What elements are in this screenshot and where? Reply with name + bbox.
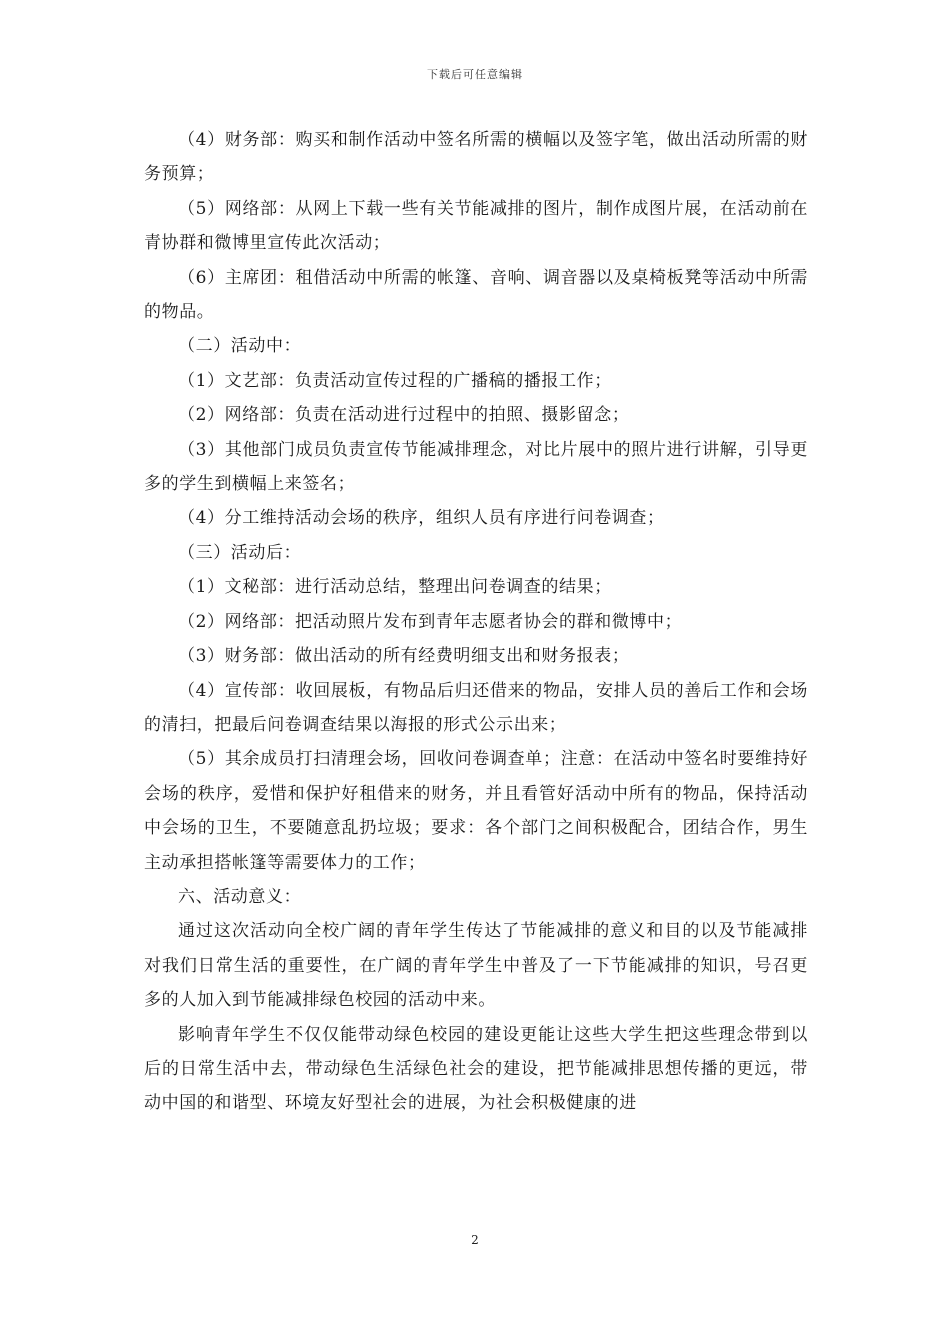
paragraph: （2）网络部：把活动照片发布到青年志愿者协会的群和微博中； (178, 611, 683, 632)
paragraph: 影响青年学生不仅仅能带动绿色校园的建设更能让这些大学生把这些理念带到以后的日常生活中去，带动绿色生活绿色社会的建设，把节能减排思想传播的更远，带动中国的和谐型、环境友好型社会的进展，为社会积极健康的进 (144, 1024, 808, 1114)
paragraph: （5）网络部：从网上下载一些有关节能减排的图片，制作成图片展，在活动前在青协群和微博里宣传此次活动； (144, 198, 808, 254)
section-heading: （二）活动中： (178, 336, 302, 357)
document-body (144, 123, 808, 1121)
paragraph: （1）文艺部：负责活动宣传过程的广播稿的播报工作； (178, 370, 612, 391)
paragraph: （4）财务部：购买和制作活动中签名所需的横幅以及签字笔，做出活动所需的财务预算； (144, 130, 808, 185)
paragraph: （1）文秘部：进行活动总结，整理出问卷调查的结果； (178, 577, 612, 598)
page-header: 下载后可任意编辑 (427, 68, 523, 81)
paragraph: （5）其余成员打扫清理会场，回收问卷调查单；注意：在活动中签名时要维持好会场的秩序，爱惜和保护好租借来的财务，并且看管好活动中所有的物品，保持活动中会场的卫生，不要随意乱扔垃圾；要求：各个部门之间积极配合，团结合作，男生主动承担搭帐篷等需要体力的工作； (144, 749, 808, 873)
paragraph: （3）其他部门成员负责宣传节能减排理念，对比片展中的照片进行讲解，引导更多的学生到横幅上来签名； (144, 439, 808, 495)
paragraph: （2）网络部：负责在活动进行过程中的拍照、摄影留念； (178, 405, 630, 426)
paragraph: （4）分工维持活动会场的秩序，组织人员有序进行问卷调查； (178, 508, 665, 529)
paragraph: （6）主席团：租借活动中所需的帐篷、音响、调音器以及桌椅板凳等活动中所需的物品。 (144, 267, 808, 323)
paragraph: （4）宣传部：收回展板，有物品后归还借来的物品，安排人员的善后工作和会场的清扫，把最后问卷调查结果以海报的形式公示出来； (144, 680, 808, 735)
paragraph: 通过这次活动向全校广阔的青年学生传达了节能减排的意义和目的以及节能减排对我们日常生活的重要性，在广阔的青年学生中普及了一下节能减排的知识，号召更多的人加入到节能减排绿色校园的活动中来。 (144, 921, 808, 1011)
section-heading: 六、活动意义： (178, 886, 302, 907)
section-heading: （三）活动后： (178, 542, 302, 563)
page-number: 2 (471, 1233, 479, 1247)
paragraph: （3）财务部：做出活动的所有经费明细支出和财务报表； (178, 646, 630, 667)
